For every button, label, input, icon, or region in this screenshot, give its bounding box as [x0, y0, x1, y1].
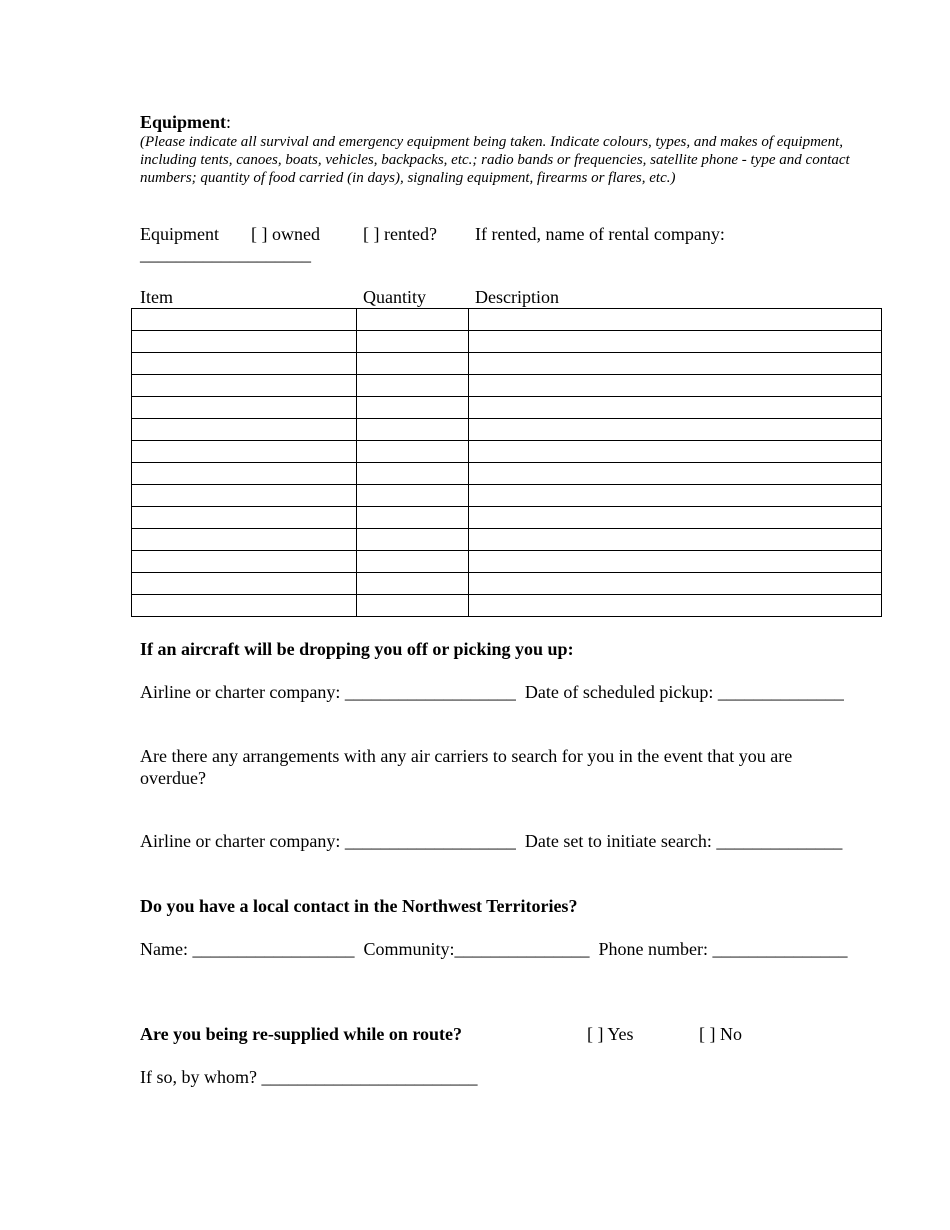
table-row	[132, 375, 882, 397]
rental-company-field[interactable]: ___________________	[140, 244, 311, 264]
description-cell[interactable]	[469, 573, 882, 595]
item-cell[interactable]	[132, 375, 357, 397]
column-header-item: Item	[140, 287, 173, 307]
description-cell[interactable]	[469, 441, 882, 463]
item-cell[interactable]	[132, 485, 357, 507]
item-cell[interactable]	[132, 309, 357, 331]
description-cell[interactable]	[469, 507, 882, 529]
equipment-table-body	[132, 309, 882, 617]
item-cell[interactable]	[132, 419, 357, 441]
quantity-cell[interactable]	[357, 595, 469, 617]
equipment-heading-colon: :	[226, 112, 232, 132]
table-row	[132, 507, 882, 529]
item-cell[interactable]	[132, 397, 357, 419]
aircraft-heading: If an aircraft will be dropping you off or picking you up:	[140, 639, 574, 659]
description-cell[interactable]	[469, 463, 882, 485]
column-header-quantity: Quantity	[363, 287, 426, 307]
equipment-heading	[140, 112, 231, 133]
rental-company-label: If rented, name of rental company:	[475, 224, 725, 244]
item-cell[interactable]	[132, 331, 357, 353]
description-cell[interactable]	[469, 595, 882, 617]
description-cell[interactable]	[469, 353, 882, 375]
quantity-cell[interactable]	[357, 463, 469, 485]
item-cell[interactable]	[132, 353, 357, 375]
quantity-cell[interactable]	[357, 375, 469, 397]
resupply-no-checkbox[interactable]: [ ] No	[699, 1024, 742, 1044]
equipment-table	[131, 308, 882, 617]
description-cell[interactable]	[469, 485, 882, 507]
quantity-cell[interactable]	[357, 441, 469, 463]
equipment-heading-label: Equipment	[140, 112, 227, 132]
table-row	[132, 595, 882, 617]
item-cell[interactable]	[132, 463, 357, 485]
resupply-heading: Are you being re-supplied while on route?	[140, 1024, 463, 1044]
table-row	[132, 573, 882, 595]
description-cell[interactable]	[469, 375, 882, 397]
resupply-by-whom-line[interactable]: If so, by whom? ________________________	[140, 1067, 478, 1087]
description-cell[interactable]	[469, 397, 882, 419]
resupply-yes-checkbox[interactable]: [ ] Yes	[587, 1024, 634, 1044]
quantity-cell[interactable]	[357, 485, 469, 507]
table-row	[132, 309, 882, 331]
aircraft-pickup-line[interactable]: Airline or charter company: ___________________ Date of scheduled pickup: ______________	[140, 682, 844, 702]
local-contact-heading: Do you have a local contact in the Northwest Territories?	[140, 896, 578, 916]
equipment-instructions: (Please indicate all survival and emergency equipment being taken. Indicate colours, types, and makes of equipment, including tents, canoes, boats, vehicles, backpacks, etc.; radio bands or frequencies, satellite phone - type and contact numbers; quantity of food carried (in days), signaling equipment, firearms or flares, etc.)	[140, 134, 850, 186]
item-cell[interactable]	[132, 507, 357, 529]
quantity-cell[interactable]	[357, 309, 469, 331]
table-row	[132, 441, 882, 463]
quantity-cell[interactable]	[357, 551, 469, 573]
aircraft-search-line[interactable]: Airline or charter company: ___________________ Date set to initiate search: ______________	[140, 831, 843, 851]
description-cell[interactable]	[469, 419, 882, 441]
table-row	[132, 353, 882, 375]
item-cell[interactable]	[132, 441, 357, 463]
description-cell[interactable]	[469, 309, 882, 331]
rented-checkbox[interactable]: [ ] rented?	[363, 224, 437, 244]
quantity-cell[interactable]	[357, 331, 469, 353]
item-cell[interactable]	[132, 595, 357, 617]
table-row	[132, 397, 882, 419]
item-cell[interactable]	[132, 529, 357, 551]
table-row	[132, 529, 882, 551]
search-arrangements-question: Are there any arrangements with any air carriers to search for you in the event that you are overdue?	[140, 746, 793, 788]
column-header-description: Description	[475, 287, 559, 307]
owned-checkbox[interactable]: [ ] owned	[251, 224, 320, 244]
equipment-ownership-label: Equipment	[140, 224, 219, 244]
local-contact-fields[interactable]: Name: __________________ Community:_______________ Phone number: _______________	[140, 939, 848, 959]
quantity-cell[interactable]	[357, 507, 469, 529]
description-cell[interactable]	[469, 331, 882, 353]
description-cell[interactable]	[469, 529, 882, 551]
quantity-cell[interactable]	[357, 353, 469, 375]
table-row	[132, 463, 882, 485]
description-cell[interactable]	[469, 551, 882, 573]
item-cell[interactable]	[132, 573, 357, 595]
quantity-cell[interactable]	[357, 529, 469, 551]
quantity-cell[interactable]	[357, 397, 469, 419]
table-row	[132, 331, 882, 353]
table-row	[132, 419, 882, 441]
table-row	[132, 551, 882, 573]
quantity-cell[interactable]	[357, 419, 469, 441]
item-cell[interactable]	[132, 551, 357, 573]
quantity-cell[interactable]	[357, 573, 469, 595]
table-row	[132, 485, 882, 507]
